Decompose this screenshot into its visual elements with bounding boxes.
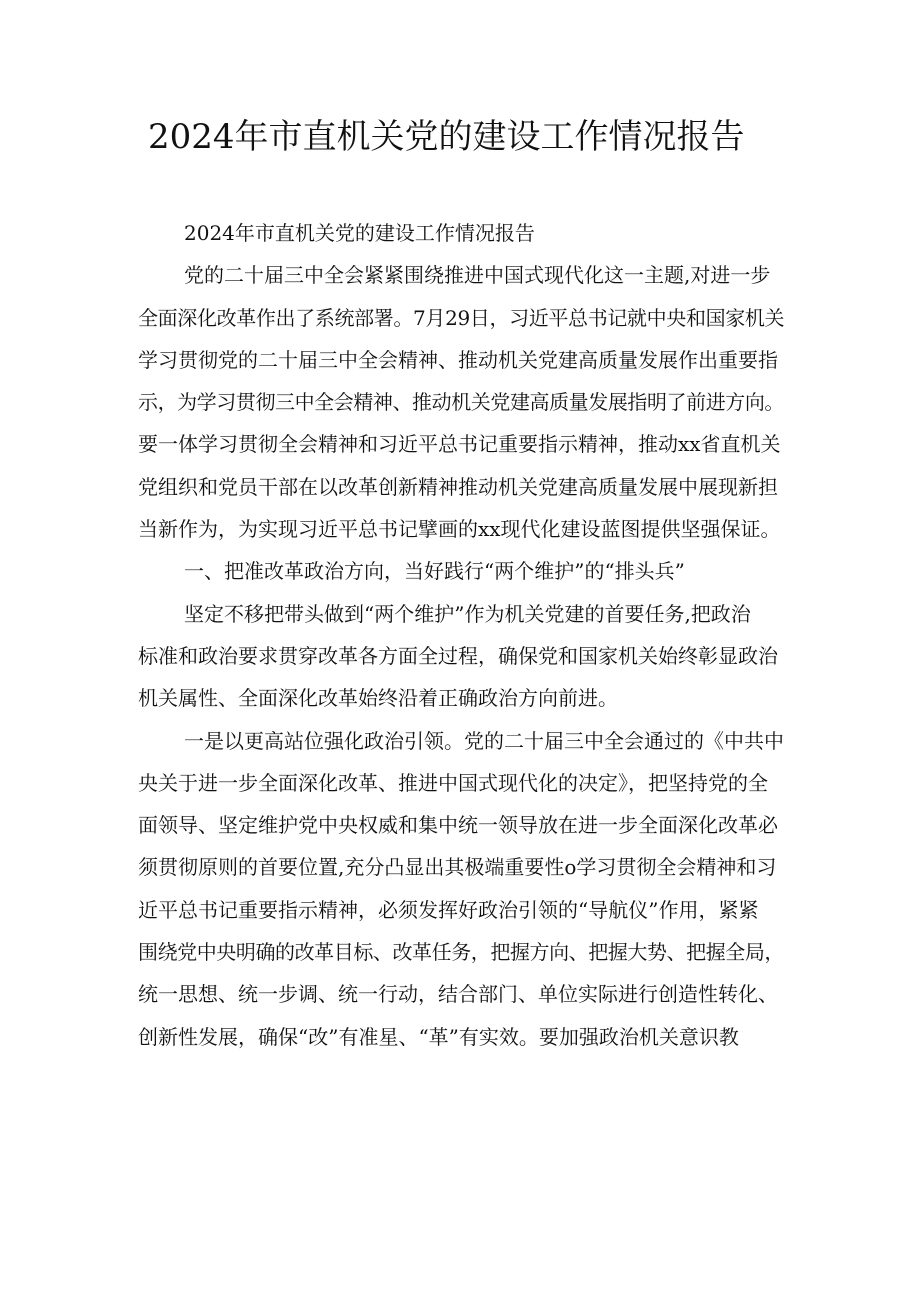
body-line: 当新作为，为实现习近平总书记擘画的xx现代化建设蓝图提供坚强保证。 bbox=[138, 517, 781, 542]
body-line: 近平总书记重要指示精神，必须发挥好政治引领的“导航仪”作用，紧紧 bbox=[138, 897, 759, 922]
body-line: 2024年市直机关党的建设工作情况报告 bbox=[184, 221, 535, 245]
document-body bbox=[138, 212, 784, 1058]
body-line: 示，为学习贯彻三中全会精神、推动机关党建高质量发展指明了前进方向。 bbox=[138, 390, 784, 415]
body-line: 一是以更高站位强化政治引领。党的二十届三中全会通过的《中共中 bbox=[184, 728, 784, 753]
body-line: 党组织和党员干部在以改革创新精神推动机关党建高质量发展中展现新担 bbox=[138, 474, 778, 499]
document-title: 2024年市直机关党的建设工作情况报告 bbox=[148, 117, 745, 157]
body-line: 央关于进一步全面深化改革、推进中国式现代化的决定》，把坚持党的全 bbox=[138, 770, 768, 795]
body-line: 统一思想、统一步调、统一行动，结合部门、单位实际进行创造性转化、 bbox=[138, 982, 778, 1007]
body-line: 要一体学习贯彻全会精神和习近平总书记重要指示精神，推动xx省直机关 bbox=[138, 432, 781, 457]
body-line: 坚定不移把带头做到“两个维护”作为机关党建的首要任务,把政治 bbox=[184, 601, 751, 626]
body-line: 围绕党中央明确的改革目标、改革任务，把握方向、把握大势、把握全局， bbox=[138, 940, 784, 965]
body-line: 全面深化改革作出了系统部署。7月29日，习近平总书记就中央和国家机关 bbox=[138, 305, 785, 330]
body-line: 党的二十届三中全会紧紧围绕推进中国式现代化这一主题,对进一步 bbox=[184, 263, 771, 288]
body-line: 一、把准改革政治方向，当好践行“两个维护”的“排头兵” bbox=[184, 559, 685, 584]
body-line: 学习贯彻党的二十届三中全会精神、推动机关党建高质量发展作出重要指 bbox=[138, 347, 778, 372]
body-line: 标准和政治要求贯穿改革各方面全过程，确保党和国家机关始终彰显政治 bbox=[138, 643, 778, 668]
body-line: 机关属性、全面深化改革始终沿着正确政治方向前进。 bbox=[138, 686, 618, 711]
body-line: 须贯彻原则的首要位置,充分凸显出其极端重要性o学习贯彻全会精神和习 bbox=[138, 855, 777, 880]
body-line: 面领导、坚定维护党中央权威和集中统一领导放在进一步全面深化改革必 bbox=[138, 813, 778, 838]
body-line: 创新性发展，确保“改”有准星、“革”有实效。要加强政治机关意识教 bbox=[138, 1024, 739, 1049]
